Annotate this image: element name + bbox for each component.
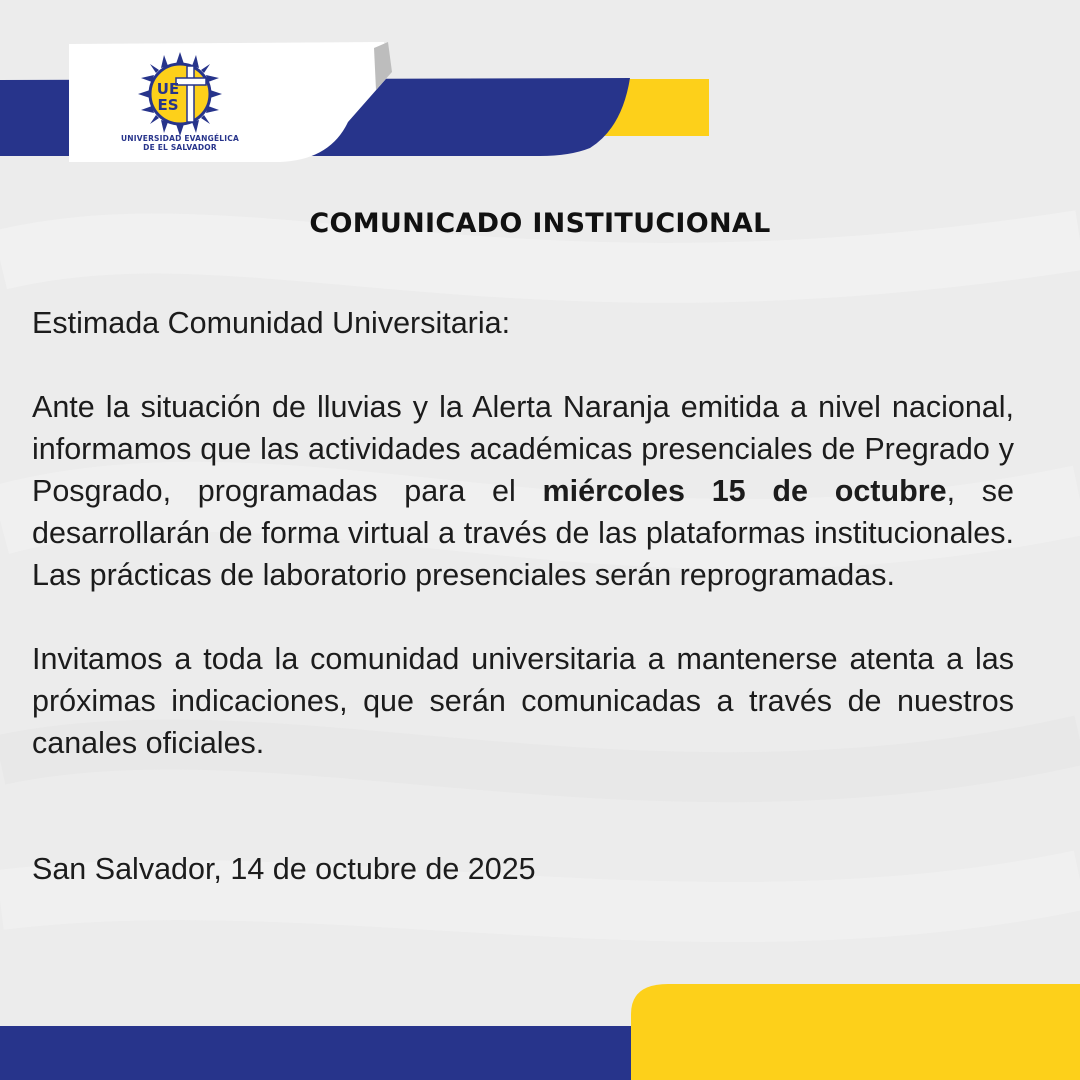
university-name-line1: UNIVERSIDAD EVANGÉLICA bbox=[121, 134, 239, 143]
footer-yellow-band bbox=[631, 984, 1080, 1080]
salutation: Estimada Comunidad Universitaria: bbox=[32, 306, 511, 340]
university-name-line2: DE EL SALVADOR bbox=[143, 143, 217, 152]
place-and-date: San Salvador, 14 de octubre de 2025 bbox=[32, 852, 536, 886]
university-name bbox=[100, 134, 260, 152]
svg-text:UE: UE bbox=[156, 80, 180, 98]
paragraph1-text-after: , se desarrollarán de forma virtual a través de las plataformas institucionales. Las prácticas de laboratorio presenciales serán reprogramadas. bbox=[32, 474, 1014, 592]
footer-navy-band bbox=[0, 1026, 640, 1080]
paragraph-announcement bbox=[32, 386, 1014, 596]
paragraph1-text-before: Ante la situación de lluvias y la Alerta Naranja emitida a nivel nacional, informamos que las actividades académicas presenciales de Pregrado y Posgrado, programadas para el bbox=[32, 390, 1014, 508]
highlighted-date: miércoles 15 de octubre bbox=[542, 474, 947, 508]
footer-banner bbox=[0, 980, 1080, 1080]
letter-body bbox=[32, 302, 1014, 890]
paragraph-invitation: Invitamos a toda la comunidad universitaria a mantenerse atenta a las próximas indicaciones, que serán comunicadas a través de nuestros canales oficiales. bbox=[32, 642, 1014, 760]
svg-text:ES: ES bbox=[157, 96, 179, 114]
university-logo bbox=[100, 52, 260, 162]
page-title: COMUNICADO INSTITUCIONAL bbox=[309, 208, 771, 239]
cross-sun-emblem-icon bbox=[138, 52, 222, 136]
